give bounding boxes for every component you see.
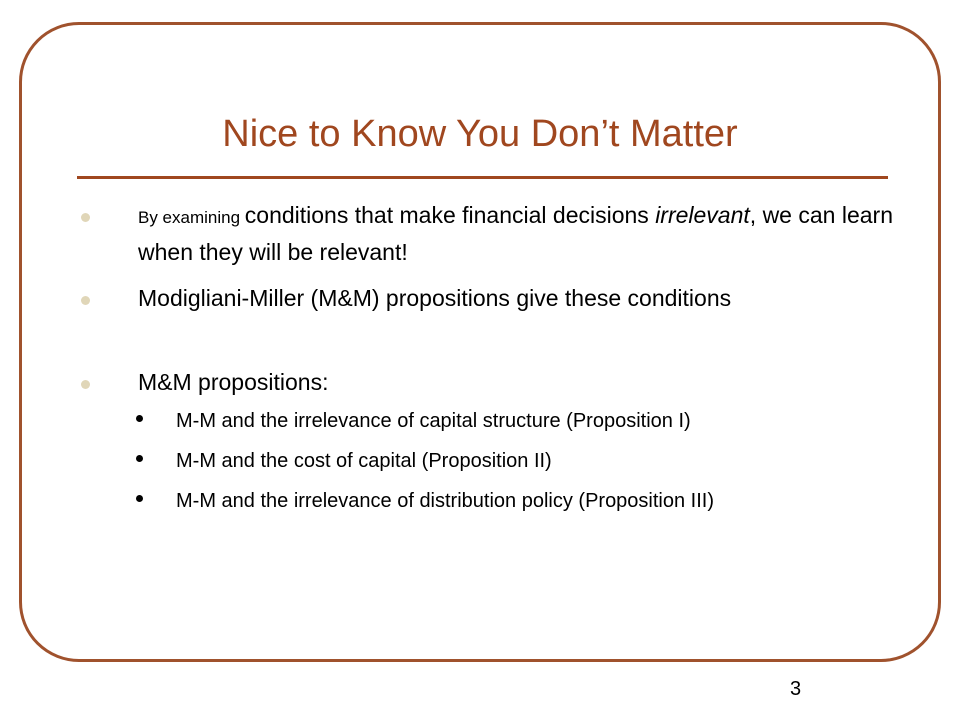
- page-number: 3: [790, 678, 802, 700]
- sub-bullet-text: M-M and the irrelevance of capital structure (Proposition I): [176, 410, 691, 432]
- sub-bullet-item: [176, 487, 916, 515]
- bullet-dot-icon: [81, 380, 90, 389]
- bullet-item: [138, 365, 898, 400]
- bullet-item: [138, 281, 898, 316]
- bullet-text: , we can learn when they will be relevant!: [138, 202, 893, 265]
- bullet-text: Modigliani-Miller (M&M) propositions give these conditions: [138, 285, 732, 311]
- sub-bullet-dot-icon: [136, 415, 143, 422]
- bullet-prefix-text: By examining: [138, 208, 245, 227]
- bullet-text: M&M propositions:: [138, 369, 329, 395]
- bullet-item: [138, 198, 898, 270]
- slide-title: Nice to Know You Don’t Matter: [222, 113, 738, 155]
- bullet-text: conditions that make financial decisions: [244, 202, 656, 228]
- bullet-dot-icon: [81, 296, 90, 305]
- bullet-italic-text: irrelevant: [655, 202, 750, 228]
- sub-bullet-item: [176, 407, 916, 435]
- sub-bullet-dot-icon: [136, 455, 143, 462]
- bullet-dot-icon: [81, 213, 90, 222]
- sub-bullet-text: M-M and the irrelevance of distribution policy (Proposition III): [176, 490, 715, 512]
- sub-bullet-text: M-M and the cost of capital (Proposition II): [176, 450, 552, 472]
- sub-bullet-dot-icon: [136, 495, 143, 502]
- sub-bullet-item: [176, 447, 916, 475]
